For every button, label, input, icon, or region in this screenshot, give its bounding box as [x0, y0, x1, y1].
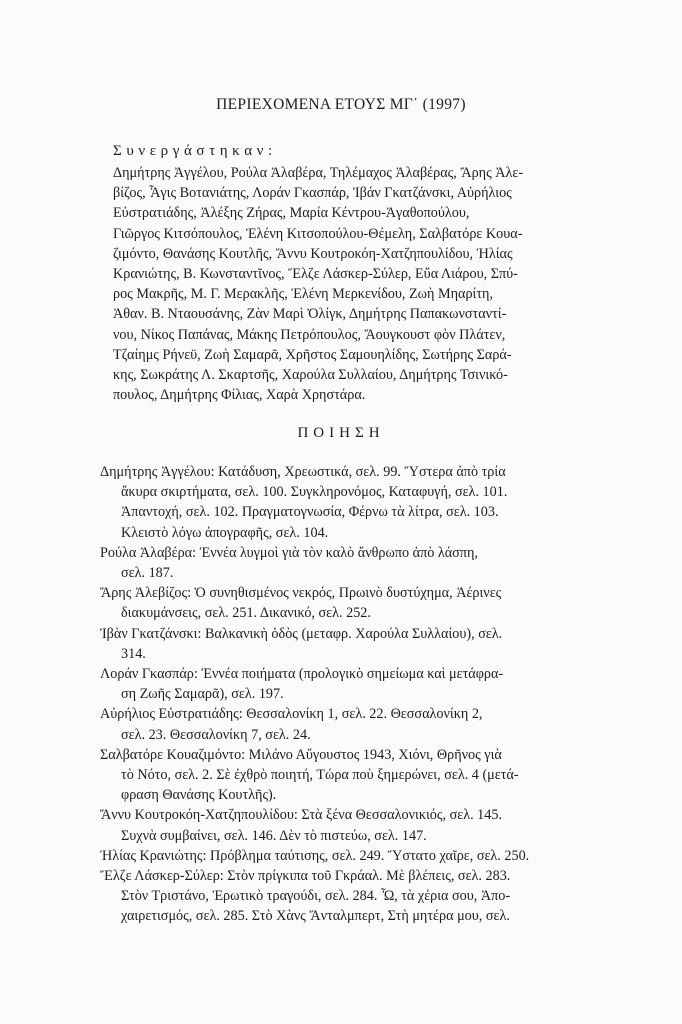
entry-line: Ἰβὰν Γκατζάνσκι: Βαλκανικὴ ὁδὸς (μεταφρ. Χαρούλα Συλλαίου), σελ.	[100, 625, 503, 642]
entry-line: 314.	[121, 645, 146, 662]
entry-line: Αὐρήλιος Εὐστρατιάδης: Θεσσαλονίκη 1, σελ. 22. Θεσσαλονίκη 2,	[100, 706, 483, 723]
contributors-line: Τζαίημς Ρήνεϋ, Ζωὴ Σαμαρᾶ, Χρῆστος Σαμουηλίδης, Σωτήρης Σαρά-	[113, 346, 512, 363]
entry-lasker-syler	[100, 866, 610, 927]
entry-line: Συχνὰ συμβαίνει, σελ. 146. Δὲν τὸ πιστεύω, σελ. 147.	[121, 827, 427, 844]
contributors-line: Δημήτρης Ἀγγέλου, Ρούλα Ἀλαβέρα, Τηλέμαχος Ἀλαβέρας, Ἄρης Ἀλε-	[113, 165, 524, 181]
entry-aggelou	[100, 462, 610, 543]
contributors-line: βίζος, Ἆγις Βοτανιάτης, Λοράν Γκασπάρ, Ἰβάν Γκατζάνσκι, Αὐρήλιος	[113, 185, 512, 202]
entry-line: Ἄρης Ἀλεβίζος: Ὁ συνηθισμένος νεκρός, Πρωινὸ δυστύχημα, Ἀέρινες	[100, 585, 502, 602]
entry-line: Λοράν Γκασπάρ: Ἐννέα ποιήματα (προλογικὸ σημείωμα καὶ μετάφρα-	[100, 666, 504, 683]
contributors-heading: Συνεργάστηκαν:	[113, 143, 277, 159]
entry-line: Ἠλίας Κρανιώτης: Πρόβλημα ταύτισης, σελ. 249. Ὕστατο χαῖρε, σελ. 250.	[100, 847, 530, 864]
entry-line: Ἔλζε Λάσκερ-Σύλερ: Στὸν πρίγκιπα τοῦ Γκράαλ. Μὲ βλέπεις, σελ. 283.	[100, 868, 511, 885]
page-title: ΠΕΡΙΕΧΟΜΕΝΑ ΕΤΟΥΣ ΜΓ΄ (1997)	[216, 96, 466, 113]
contributors-line: νου, Νίκος Παπάνας, Μάκης Πετρόπουλος, Ἄουγκουστ φὸν Πλάτεν,	[113, 326, 506, 343]
entry-line: ση Ζωῆς Σαμαρᾶ), σελ. 197.	[121, 686, 284, 703]
contributors-line: Εὐστρατιάδης, Ἀλέξης Ζήρας, Μαρία Κέντρου-Ἀγαθοπούλου,	[113, 205, 470, 222]
contributors-line: πουλος, Δημήτρης Φίλιας, Χαρὰ Χρηστάρα.	[113, 387, 366, 404]
entry-line: Σαλβατόρε Κουαζιμόντο: Μιλάνο Αὔγουστος 1943, Χιόνι, Θρῆνος γιὰ	[100, 746, 502, 763]
entry-alavera	[100, 543, 610, 583]
entry-line: Ρούλα Ἀλαβέρα: Ἐννέα λυγμοὶ γιὰ τὸν καλὸ ἄνθρωπο ἀπὸ λάσπη,	[100, 544, 478, 561]
entry-alevizos	[100, 583, 610, 623]
entry-efstratiadis	[100, 704, 610, 744]
poetry-entries	[100, 462, 610, 927]
entry-gkaspar	[100, 664, 610, 704]
contributors-paragraph	[113, 163, 607, 405]
entry-gkatzanski	[100, 624, 610, 664]
contributors-line: Γιῶργος Κιτσόπουλος, Ἑλένη Κιτσοπούλου-Θέμελη, Σαλβατόρε Κουα-	[113, 225, 523, 242]
entry-kouazimonto	[100, 745, 610, 806]
contributors-line: Κρανιώτης, Β. Κωνσταντῖνος, Ἔλζε Λάσκερ-Σύλερ, Εὔα Λιάρου, Σπύ-	[113, 266, 518, 283]
entry-line: Ἄννυ Κουτροκόη-Χατζηπουλίδου: Στὰ ξένα Θεσσαλονικιός, σελ. 145.	[100, 807, 503, 824]
entry-line: Στὸν Τριστάνο, Ἐρωτικὸ τραγούδι, σελ. 284. Ὦ, τὰ χέρια σου, Ἀπο-	[121, 888, 511, 905]
section-heading-poetry: ΠΟΙΗΣΗ	[297, 425, 385, 441]
entry-line: σελ. 23. Θεσσαλονίκη 7, σελ. 24.	[121, 726, 311, 743]
entry-line: ἄκυρα σκιρτήματα, σελ. 100. Συγκληρονόμος, Καταφυγή, σελ. 101.	[121, 484, 508, 501]
contributors-line: ζιμόντο, Θανάσης Κουτλῆς, Ἄννυ Κουτροκόη-Χατζηπουλίδου, Ἠλίας	[113, 245, 513, 262]
entry-line: Δημήτρης Ἀγγέλου: Κατάδυση, Χρεωστικά, σελ. 99. Ὕστερα ἀπὸ τρία	[100, 464, 506, 480]
entry-kraniotis	[100, 846, 610, 866]
contributors-line: κης, Σωκράτης Λ. Σκαρτσῆς, Χαρούλα Συλλαίου, Δημήτρης Τσινικό-	[113, 367, 508, 384]
contributors-line: ρος Μακρῆς, Μ. Γ. Μερακλῆς, Ἑλένη Μερκενίδου, Ζωὴ Μηαρίτη,	[113, 286, 494, 303]
entry-line: Κλειστὸ λόγω ἀπογραφῆς, σελ. 104.	[121, 524, 329, 541]
entry-line: διακυμάνσεις, σελ. 251. Δικανικό, σελ. 252.	[121, 605, 371, 622]
entry-line: φραση Θανάσης Κουτλῆς).	[121, 787, 277, 804]
entry-line: τὸ Νότο, σελ. 2. Σὲ ἐχθρὸ ποιητή, Τώρα ποὺ ξημερώνει, σελ. 4 (μετά-	[121, 767, 519, 784]
entry-koutrokoi	[100, 805, 610, 845]
entry-line: Ἀπαντοχή, σελ. 102. Πραγματογνωσία, Φέρνω τὰ λίτρα, σελ. 103.	[121, 504, 499, 521]
entry-line: σελ. 187.	[121, 565, 174, 582]
contributors-line: Ἀθαν. Β. Νταουσάνης, Ζὰν Μαρὶ Ὀλίγκ, Δημήτρης Παπακωνσταντί-	[113, 306, 507, 323]
entry-line: χαιρετισμός, σελ. 285. Στὸ Χὰνς Ἄνταλμπερτ, Στὴ μητέρα μου, σελ.	[121, 908, 510, 925]
